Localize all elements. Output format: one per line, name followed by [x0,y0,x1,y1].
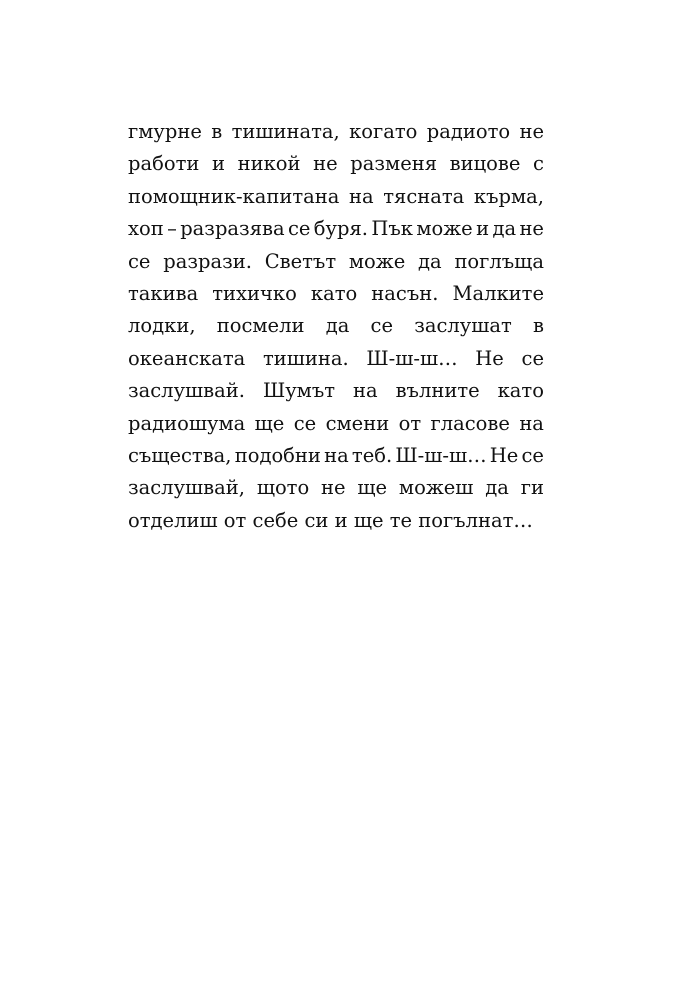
text-word: може [416,217,473,241]
text-line [128,181,544,213]
text-word: не [519,120,544,143]
text-word: заслушат [414,314,512,338]
text-word: кърма, [473,184,544,208]
text-word: Ш-ш-ш… [395,443,487,467]
text-word: Не [475,346,504,370]
text-word: никой [237,152,301,176]
text-word: и [476,217,490,241]
text-word: тясната [383,184,465,208]
text-word: заслушвай. [128,379,245,403]
text-line [128,213,544,245]
text-word: да [325,314,350,338]
text-word: от [223,508,247,532]
text-word: да [485,476,509,500]
text-line [128,116,544,148]
text-word: и [211,152,225,176]
text-word: тишина. [262,346,349,370]
text-word: ще [357,476,388,500]
text-line [128,310,544,342]
text-word: на [349,184,374,208]
text-word: Пък [371,217,413,241]
text-line [128,343,544,375]
text-word: се [521,346,544,370]
text-word: океанската [128,346,246,370]
text-word: си [304,508,329,532]
text-word: буря. [313,217,368,241]
text-word: може [348,249,406,273]
text-word: разменя [350,152,438,176]
text-word: хоп [128,217,164,241]
text-word: на [519,411,544,435]
text-line [128,148,544,180]
text-line [128,278,544,310]
text-word: се [521,443,544,467]
text-word: като [310,281,358,305]
text-word: Малките [452,281,544,305]
text-word: посмели [216,314,305,338]
text-word: не [313,152,338,176]
text-word: те [389,508,413,532]
text-word: Не [489,443,519,467]
text-line [128,440,544,472]
text-word: себе [252,508,299,532]
text-word: заслушвай, [128,476,245,500]
text-word: такива [128,281,199,305]
body-text [128,116,544,537]
text-word: погълнат… [418,508,533,532]
text-word: радиошума [128,411,246,435]
text-word: – [167,217,177,241]
text-word: се [287,217,311,241]
text-line [128,472,544,504]
text-word: от [398,411,422,435]
text-word: на [352,379,378,403]
text-word: смени [325,411,390,435]
text-word: с [533,152,544,176]
text-word: ще [353,508,384,532]
text-word: щото [256,476,310,500]
text-word: и [334,508,348,532]
text-line [128,505,544,537]
text-word: да [418,249,442,273]
text-word: теб. [351,443,393,467]
text-word: вълните [395,379,480,403]
text-word: се [128,249,151,273]
text-word: помощник-капитана [128,184,340,208]
text-word: тишината, [231,120,340,143]
text-line [128,246,544,278]
text-word: Шумът [262,379,336,403]
text-word: радиото [426,120,511,143]
text-word: не [519,217,544,241]
text-word: разрази. [163,249,252,273]
text-word: същества, [128,443,232,467]
text-word: работи [128,152,200,176]
text-word: когато [349,120,418,143]
text-word: отделиш [128,508,218,532]
text-word: в [533,314,544,338]
text-line [128,375,544,407]
text-word: гмурне [128,120,202,143]
text-word: насън. [371,281,439,305]
text-word: Светът [264,249,337,273]
text-word: лодки, [128,314,196,338]
text-word: поглъща [454,249,544,273]
text-word: можеш [398,476,474,500]
text-word: да [492,217,517,241]
text-word: разразява [180,217,285,241]
text-word: тихичко [212,281,297,305]
text-word: гласове [430,411,510,435]
text-word: ще [254,411,285,435]
text-word: подобни [234,443,321,467]
text-word: ги [520,476,544,500]
text-word: вицове [449,152,521,176]
text-word: не [321,476,346,500]
text-word: на [324,443,349,467]
text-word: се [370,314,393,338]
text-line [128,408,544,440]
text-word: в [211,120,223,143]
text-word: Ш-ш-ш… [366,346,458,370]
text-word: като [497,379,544,403]
text-word: се [293,411,317,435]
